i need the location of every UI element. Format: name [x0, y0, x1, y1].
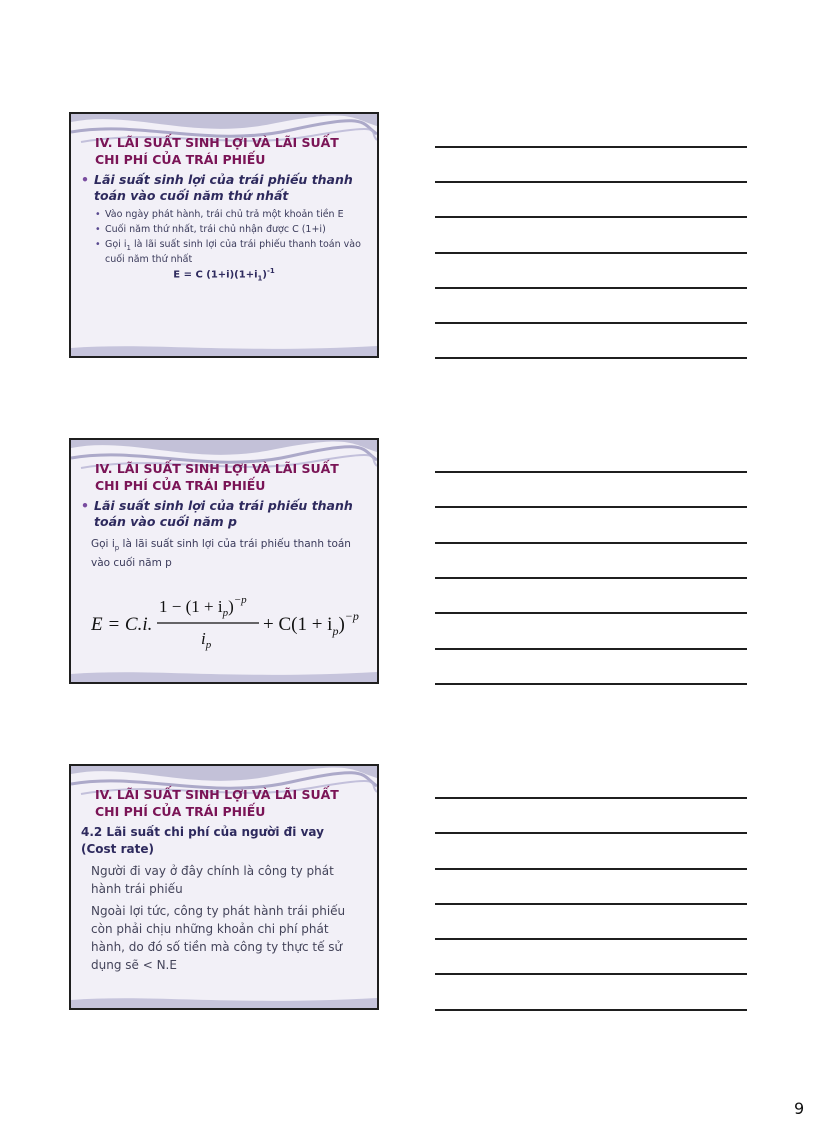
section-heading: 4.2 Lãi suất chi phí của người đi vay (Cost rate) — [81, 825, 324, 856]
note-line — [435, 252, 747, 254]
bullet-text: Lãi suất sinh lợi của trái phiếu thanh toán vào cuối năm thứ nhất — [94, 172, 353, 203]
slide-2 — [69, 438, 379, 684]
bullet-text: Lãi suất sinh lợi của trái phiếu thanh toán vào cuối năm p — [94, 498, 353, 529]
note-line — [435, 506, 747, 508]
note-line — [435, 357, 747, 359]
note-line — [435, 322, 747, 324]
page-number: 9 — [794, 1099, 805, 1118]
bullet-icon: • — [95, 209, 101, 220]
note-line — [435, 146, 747, 148]
bullet-icon: • — [95, 239, 101, 250]
slide-3 — [69, 764, 379, 1010]
bullet-icon: • — [81, 498, 89, 513]
slide-title: IV. LÃI SUẤT SINH LỢI VÀ LÃI SUẤT CHI PHÍ CỦA TRÁI PHIẾU — [95, 461, 339, 493]
slide-footer-decoration — [71, 994, 377, 1008]
note-line — [435, 287, 747, 289]
slide-title: IV. LÃI SUẤT SINH LỢI VÀ LÃI SUẤT CHI PHÍ CỦA TRÁI PHIẾU — [95, 135, 339, 167]
note-line — [435, 868, 747, 870]
note-line — [435, 181, 747, 183]
bullet — [81, 498, 371, 530]
note-line — [435, 577, 747, 579]
note-line — [435, 683, 747, 685]
formula — [91, 592, 371, 652]
sub-bullet-text: Vào ngày phát hành, trái chủ trả một khoản tiền E — [105, 209, 344, 220]
sub-bullet-text: Cuối năm thứ nhất, trái chủ nhận được C (1+i) — [105, 224, 326, 235]
formula: E = C $(1+i)(1+i_1)^{-1}$ — [173, 267, 275, 283]
body-paragraph: Người đi vay ở đây chính là công ty phát hành trái phiếu — [91, 864, 334, 896]
note-line — [435, 973, 747, 975]
note-line — [435, 216, 747, 218]
note-line — [435, 797, 747, 799]
note-line — [435, 903, 747, 905]
note-line — [435, 648, 747, 650]
sub-bullet — [95, 239, 365, 266]
slide-title: IV. LÃI SUẤT SINH LỢI VÀ LÃI SUẤT CHI PHÍ CỦA TRÁI PHIẾU — [95, 787, 339, 819]
bullet — [81, 172, 371, 204]
bullet-icon: • — [81, 172, 89, 187]
note-line — [435, 1009, 747, 1011]
formula-denominator: $i_p$ — [201, 629, 212, 651]
slide-1 — [69, 112, 379, 358]
sub-bullet-text: Gọi $i_1$ là lãi suất sinh lợi của trái phiếu thanh toán vào cuối năm thứ nhất — [105, 239, 361, 265]
bullet-icon: • — [95, 224, 101, 235]
formula-second-term: + $C(1 + i_p)^{-p}$ — [263, 609, 359, 638]
sub-bullet — [95, 224, 365, 236]
note-line — [435, 938, 747, 940]
formula-lhs: E = C.i. — [91, 614, 153, 635]
slide-footer-decoration — [71, 668, 377, 682]
note-line — [435, 612, 747, 614]
slide-footer-decoration — [71, 342, 377, 356]
note-line — [435, 471, 747, 473]
formula-numerator: $1 - (1 + i_p)^{-p}$ — [159, 594, 247, 619]
sub-bullet — [95, 209, 365, 221]
note-line — [435, 542, 747, 544]
note-line — [435, 832, 747, 834]
body-paragraph: Ngoài lợi tức, công ty phát hành trái phiếu còn phải chịu những khoản chi phí phát hành, do đó số tiền mà công ty thực tế sử dụng sẽ < N.E — [91, 904, 346, 972]
body-text: Gọi $i_p$ là lãi suất sinh lợi của trái phiếu thanh toán vào cuối năm p — [91, 538, 351, 570]
